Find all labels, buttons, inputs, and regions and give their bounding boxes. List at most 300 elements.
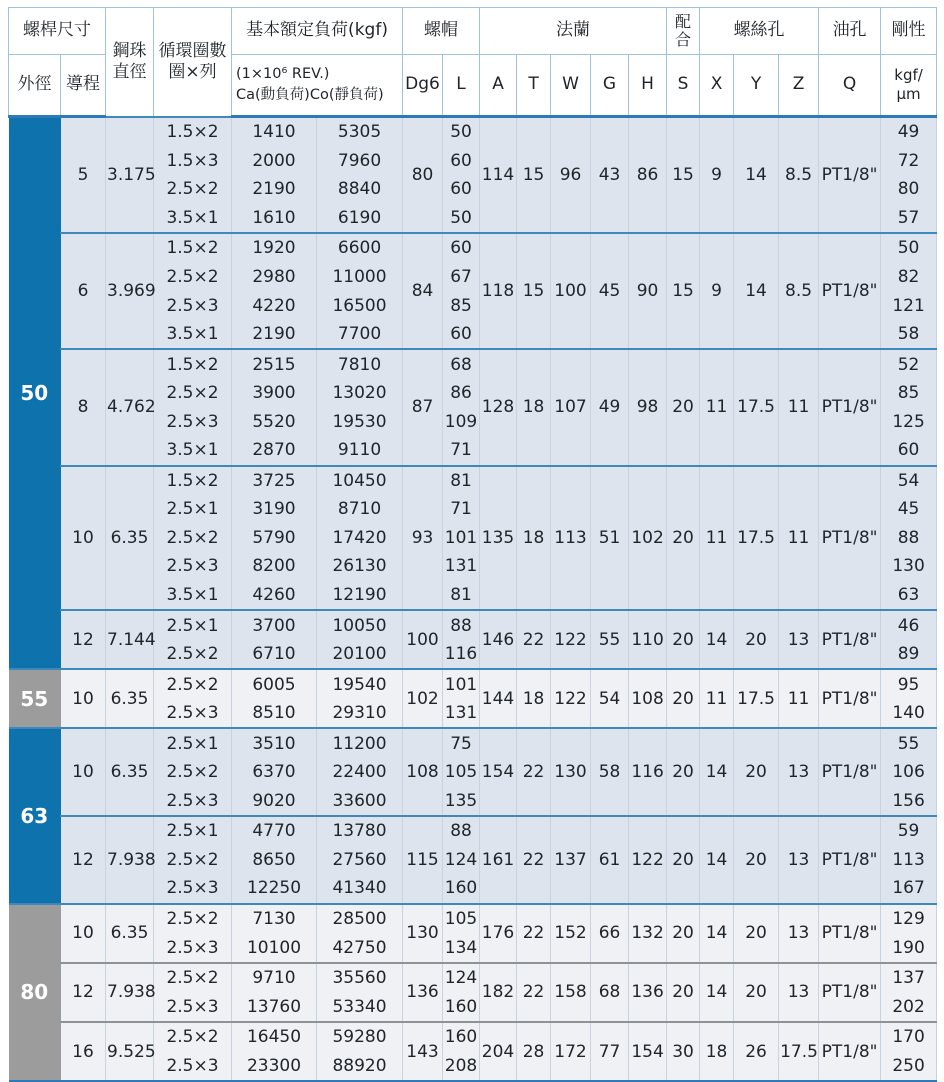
cell-co-load: 11200 xyxy=(317,728,403,758)
cell-co-load: 88920 xyxy=(317,1052,403,1082)
cell-dg6: 136 xyxy=(403,963,443,1022)
cell-rigidity: 121 xyxy=(881,291,937,320)
cell-hole-z: 13 xyxy=(779,904,819,963)
cell-ca-load: 1920 xyxy=(232,233,317,263)
cell-flange-w: 158 xyxy=(551,963,591,1022)
cell-ball-diameter: 6.35 xyxy=(106,904,154,963)
cell-flange-g: 49 xyxy=(591,349,629,465)
cell-co-load: 5305 xyxy=(317,117,403,147)
cell-flange-h: 98 xyxy=(629,349,667,465)
cell-ca-load: 8200 xyxy=(232,552,317,581)
cell-rigidity: 85 xyxy=(881,379,937,408)
cell-dg6: 143 xyxy=(403,1022,443,1081)
header-rigidity-unit: kgf/ μm xyxy=(881,55,937,117)
header-hole-y: Y xyxy=(734,55,779,117)
cell-flange-t: 15 xyxy=(517,117,551,234)
cell-hole-x: 18 xyxy=(700,1022,734,1081)
cell-flange-g: 61 xyxy=(591,816,629,904)
cell-ca-load: 6710 xyxy=(232,640,317,670)
cell-flange-w: 152 xyxy=(551,904,591,963)
cell-co-load: 8840 xyxy=(317,175,403,204)
cell-fit-s: 20 xyxy=(667,816,700,904)
cell-flange-w: 113 xyxy=(551,466,591,611)
cell-l: 116 xyxy=(443,640,480,670)
table-row xyxy=(9,117,937,147)
header-flange-a: A xyxy=(480,55,517,117)
cell-ball-diameter: 6.35 xyxy=(106,728,154,816)
cell-oil-q: PT1/8" xyxy=(819,466,881,611)
cell-l: 60 xyxy=(443,320,480,350)
cell-oil-q: PT1/8" xyxy=(819,904,881,963)
cell-circuit: 2.5×2 xyxy=(154,640,232,670)
cell-hole-x: 9 xyxy=(700,117,734,234)
header-flange-t: T xyxy=(517,55,551,117)
table-row xyxy=(9,466,937,496)
cell-circuit: 1.5×2 xyxy=(154,233,232,263)
table-row xyxy=(9,610,937,640)
cell-l: 124 xyxy=(443,846,480,875)
cell-lead: 10 xyxy=(61,669,106,728)
cell-flange-t: 22 xyxy=(517,963,551,1022)
cell-flange-a: 118 xyxy=(480,233,517,349)
cell-rigidity: 125 xyxy=(881,407,937,436)
cell-circuit: 1.5×3 xyxy=(154,147,232,176)
cell-flange-a: 128 xyxy=(480,349,517,465)
cell-dg6: 84 xyxy=(403,233,443,349)
cell-ca-load: 9710 xyxy=(232,963,317,993)
cell-rigidity: 63 xyxy=(881,581,937,611)
cell-rigidity: 170 xyxy=(881,1022,937,1052)
cell-ca-load: 1610 xyxy=(232,204,317,234)
cell-l: 135 xyxy=(443,787,480,817)
cell-ca-load: 3900 xyxy=(232,379,317,408)
cell-circuit: 2.5×2 xyxy=(154,904,232,934)
cell-rigidity: 156 xyxy=(881,787,937,817)
cell-dg6: 108 xyxy=(403,728,443,816)
cell-l: 68 xyxy=(443,349,480,379)
header-hole-x: X xyxy=(700,55,734,117)
cell-oil-q: PT1/8" xyxy=(819,963,881,1022)
cell-rigidity: 250 xyxy=(881,1052,937,1082)
cell-flange-h: 154 xyxy=(629,1022,667,1081)
cell-hole-z: 17.5 xyxy=(779,1022,819,1081)
cell-oil-q: PT1/8" xyxy=(819,669,881,728)
cell-l: 60 xyxy=(443,233,480,263)
cell-ca-load: 5520 xyxy=(232,407,317,436)
header-dg6: Dg6 xyxy=(403,55,443,117)
cell-ca-load: 9020 xyxy=(232,787,317,817)
cell-circuit: 2.5×1 xyxy=(154,610,232,640)
header-screw-size: 螺桿尺寸 xyxy=(9,8,106,55)
spec-table xyxy=(8,7,937,1082)
cell-l: 75 xyxy=(443,728,480,758)
cell-circuit: 2.5×2 xyxy=(154,524,232,553)
cell-rigidity: 54 xyxy=(881,466,937,496)
header-ball-diameter: 鋼珠 直徑 xyxy=(106,8,154,117)
cell-l: 81 xyxy=(443,466,480,496)
cell-rigidity: 57 xyxy=(881,204,937,234)
cell-hole-x: 9 xyxy=(700,233,734,349)
cell-flange-t: 18 xyxy=(517,349,551,465)
cell-flange-t: 15 xyxy=(517,233,551,349)
cell-rigidity: 95 xyxy=(881,669,937,699)
cell-fit-s: 15 xyxy=(667,117,700,234)
cell-flange-a: 144 xyxy=(480,669,517,728)
cell-hole-x: 11 xyxy=(700,669,734,728)
cell-lead: 5 xyxy=(61,117,106,234)
cell-lead: 8 xyxy=(61,349,106,465)
cell-l: 160 xyxy=(443,992,480,1022)
cell-co-load: 17420 xyxy=(317,524,403,553)
cell-dg6: 100 xyxy=(403,610,443,669)
cell-ball-diameter: 7.938 xyxy=(106,816,154,904)
cell-circuit: 2.5×3 xyxy=(154,407,232,436)
cell-ball-diameter: 6.35 xyxy=(106,669,154,728)
cell-dg6: 93 xyxy=(403,466,443,611)
cell-l: 131 xyxy=(443,699,480,729)
table-row xyxy=(9,816,937,846)
cell-flange-g: 43 xyxy=(591,117,629,234)
cell-co-load: 20100 xyxy=(317,640,403,670)
cell-l: 88 xyxy=(443,816,480,846)
cell-l: 109 xyxy=(443,407,480,436)
cell-lead: 16 xyxy=(61,1022,106,1081)
cell-ball-diameter: 6.35 xyxy=(106,466,154,611)
cell-hole-y: 20 xyxy=(734,904,779,963)
cell-rigidity: 106 xyxy=(881,758,937,787)
cell-lead: 10 xyxy=(61,904,106,963)
cell-fit-s: 20 xyxy=(667,466,700,611)
cell-co-load: 28500 xyxy=(317,904,403,934)
cell-dg6: 115 xyxy=(403,816,443,904)
cell-l: 101 xyxy=(443,669,480,699)
cell-ca-load: 3725 xyxy=(232,466,317,496)
cell-co-load: 35560 xyxy=(317,963,403,993)
cell-co-load: 19530 xyxy=(317,407,403,436)
cell-rigidity: 50 xyxy=(881,233,937,263)
cell-fit-s: 20 xyxy=(667,904,700,963)
header-nut: 螺帽 xyxy=(403,8,480,55)
cell-co-load: 8710 xyxy=(317,495,403,524)
cell-circuit: 3.5×1 xyxy=(154,436,232,466)
cell-circuit: 2.5×2 xyxy=(154,846,232,875)
cell-co-load: 10050 xyxy=(317,610,403,640)
cell-oil-q: PT1/8" xyxy=(819,117,881,234)
cell-hole-z: 13 xyxy=(779,963,819,1022)
cell-ca-load: 3700 xyxy=(232,610,317,640)
cell-ca-load: 7130 xyxy=(232,904,317,934)
cell-ca-load: 2980 xyxy=(232,263,317,292)
cell-ball-diameter: 3.175 xyxy=(106,117,154,234)
cell-circuit: 3.5×1 xyxy=(154,320,232,350)
cell-ca-load: 23300 xyxy=(232,1052,317,1082)
header-flange-w: W xyxy=(551,55,591,117)
cell-oil-q: PT1/8" xyxy=(819,233,881,349)
header-lead: 導程 xyxy=(61,55,106,117)
cell-hole-z: 13 xyxy=(779,816,819,904)
cell-fit-s: 15 xyxy=(667,233,700,349)
cell-l: 134 xyxy=(443,933,480,963)
cell-lead: 6 xyxy=(61,233,106,349)
cell-flange-a: 204 xyxy=(480,1022,517,1081)
cell-flange-t: 22 xyxy=(517,904,551,963)
cell-co-load: 7700 xyxy=(317,320,403,350)
cell-dg6: 87 xyxy=(403,349,443,465)
cell-co-load: 11000 xyxy=(317,263,403,292)
cell-ca-load: 3190 xyxy=(232,495,317,524)
cell-flange-h: 122 xyxy=(629,816,667,904)
cell-l: 81 xyxy=(443,581,480,611)
cell-hole-y: 14 xyxy=(734,233,779,349)
cell-circuit: 3.5×1 xyxy=(154,581,232,611)
cell-flange-w: 122 xyxy=(551,669,591,728)
cell-flange-h: 116 xyxy=(629,728,667,816)
table-row xyxy=(9,349,937,379)
header-flange-h: H xyxy=(629,55,667,117)
header-fit: 配 合 xyxy=(667,8,700,55)
cell-l: 105 xyxy=(443,904,480,934)
cell-hole-y: 20 xyxy=(734,816,779,904)
cell-rigidity: 45 xyxy=(881,495,937,524)
cell-rigidity: 140 xyxy=(881,699,937,729)
cell-co-load: 33600 xyxy=(317,787,403,817)
cell-hole-y: 20 xyxy=(734,610,779,669)
cell-l: 86 xyxy=(443,379,480,408)
section-outer-dia: 80 xyxy=(9,904,61,1081)
table-header xyxy=(9,8,937,117)
cell-circuit: 1.5×2 xyxy=(154,466,232,496)
cell-ca-load: 13760 xyxy=(232,992,317,1022)
cell-rigidity: 202 xyxy=(881,992,937,1022)
cell-oil-q: PT1/8" xyxy=(819,816,881,904)
cell-flange-w: 172 xyxy=(551,1022,591,1081)
cell-co-load: 12190 xyxy=(317,581,403,611)
header-flange: 法蘭 xyxy=(480,8,667,55)
cell-oil-q: PT1/8" xyxy=(819,1022,881,1081)
cell-flange-w: 122 xyxy=(551,610,591,669)
cell-hole-y: 20 xyxy=(734,963,779,1022)
cell-ca-load: 2190 xyxy=(232,320,317,350)
cell-flange-h: 90 xyxy=(629,233,667,349)
cell-flange-g: 68 xyxy=(591,963,629,1022)
cell-flange-t: 18 xyxy=(517,466,551,611)
cell-circuit: 3.5×1 xyxy=(154,204,232,234)
cell-ball-diameter: 9.525 xyxy=(106,1022,154,1081)
cell-rigidity: 46 xyxy=(881,610,937,640)
cell-circuit: 2.5×2 xyxy=(154,758,232,787)
cell-co-load: 13780 xyxy=(317,816,403,846)
cell-rigidity: 89 xyxy=(881,640,937,670)
cell-fit-s: 30 xyxy=(667,1022,700,1081)
cell-flange-a: 176 xyxy=(480,904,517,963)
cell-fit-s: 20 xyxy=(667,963,700,1022)
cell-ca-load: 12250 xyxy=(232,874,317,904)
cell-hole-x: 14 xyxy=(700,816,734,904)
cell-flange-h: 86 xyxy=(629,117,667,234)
cell-ca-load: 2190 xyxy=(232,175,317,204)
cell-co-load: 27560 xyxy=(317,846,403,875)
table-row xyxy=(9,904,937,934)
cell-hole-x: 14 xyxy=(700,728,734,816)
cell-rigidity: 59 xyxy=(881,816,937,846)
cell-rigidity: 60 xyxy=(881,436,937,466)
header-oil-hole: 油孔 xyxy=(819,8,881,55)
cell-hole-y: 17.5 xyxy=(734,669,779,728)
cell-rigidity: 55 xyxy=(881,728,937,758)
cell-flange-t: 18 xyxy=(517,669,551,728)
cell-ca-load: 4220 xyxy=(232,291,317,320)
header-rigidity: 剛性 xyxy=(881,8,937,55)
cell-rigidity: 190 xyxy=(881,933,937,963)
cell-fit-s: 20 xyxy=(667,669,700,728)
cell-hole-x: 14 xyxy=(700,610,734,669)
header-oil-q: Q xyxy=(819,55,881,117)
cell-co-load: 29310 xyxy=(317,699,403,729)
header-outer-dia: 外徑 xyxy=(9,55,61,117)
cell-co-load: 10450 xyxy=(317,466,403,496)
cell-flange-a: 161 xyxy=(480,816,517,904)
cell-circuit: 2.5×1 xyxy=(154,728,232,758)
cell-circuit: 2.5×2 xyxy=(154,175,232,204)
cell-ca-load: 2000 xyxy=(232,147,317,176)
cell-flange-h: 132 xyxy=(629,904,667,963)
cell-hole-y: 20 xyxy=(734,728,779,816)
cell-fit-s: 20 xyxy=(667,610,700,669)
cell-l: 101 xyxy=(443,524,480,553)
cell-flange-a: 182 xyxy=(480,963,517,1022)
cell-l: 208 xyxy=(443,1052,480,1082)
cell-circuit: 2.5×2 xyxy=(154,379,232,408)
cell-circuit: 2.5×2 xyxy=(154,669,232,699)
cell-lead: 10 xyxy=(61,466,106,611)
table-row xyxy=(9,963,937,993)
cell-rigidity: 130 xyxy=(881,552,937,581)
cell-circuit: 2.5×3 xyxy=(154,1052,232,1082)
cell-l: 67 xyxy=(443,263,480,292)
cell-flange-w: 100 xyxy=(551,233,591,349)
cell-circuit: 2.5×3 xyxy=(154,933,232,963)
cell-hole-x: 11 xyxy=(700,466,734,611)
cell-hole-z: 8.5 xyxy=(779,117,819,234)
header-screw-holes: 螺絲孔 xyxy=(700,8,819,55)
cell-ca-load: 2515 xyxy=(232,349,317,379)
cell-l: 60 xyxy=(443,147,480,176)
cell-co-load: 7810 xyxy=(317,349,403,379)
cell-lead: 12 xyxy=(61,816,106,904)
cell-rigidity: 137 xyxy=(881,963,937,993)
table-body xyxy=(9,117,937,1082)
cell-rigidity: 72 xyxy=(881,147,937,176)
cell-co-load: 41340 xyxy=(317,874,403,904)
section-outer-dia: 55 xyxy=(9,669,61,728)
header-load-subtitle: (1×10⁶ REV.) Ca(動負荷)Co(靜負荷) xyxy=(232,55,403,117)
cell-co-load: 19540 xyxy=(317,669,403,699)
cell-flange-w: 107 xyxy=(551,349,591,465)
cell-circuit: 2.5×2 xyxy=(154,263,232,292)
cell-l: 85 xyxy=(443,291,480,320)
cell-flange-g: 54 xyxy=(591,669,629,728)
cell-hole-z: 11 xyxy=(779,669,819,728)
cell-rigidity: 129 xyxy=(881,904,937,934)
cell-hole-z: 11 xyxy=(779,349,819,465)
cell-dg6: 80 xyxy=(403,117,443,234)
cell-circuit: 1.5×2 xyxy=(154,117,232,147)
cell-hole-y: 17.5 xyxy=(734,349,779,465)
cell-co-load: 53340 xyxy=(317,992,403,1022)
cell-co-load: 13020 xyxy=(317,379,403,408)
cell-dg6: 130 xyxy=(403,904,443,963)
table-row xyxy=(9,233,937,263)
cell-hole-z: 8.5 xyxy=(779,233,819,349)
cell-flange-g: 66 xyxy=(591,904,629,963)
header-hole-z: Z xyxy=(779,55,819,117)
cell-ca-load: 3510 xyxy=(232,728,317,758)
section-outer-dia: 50 xyxy=(9,117,61,670)
cell-l: 71 xyxy=(443,495,480,524)
section-outer-dia: 63 xyxy=(9,728,61,903)
cell-co-load: 42750 xyxy=(317,933,403,963)
cell-co-load: 59280 xyxy=(317,1022,403,1052)
cell-hole-y: 26 xyxy=(734,1022,779,1081)
cell-flange-h: 108 xyxy=(629,669,667,728)
cell-ca-load: 16450 xyxy=(232,1022,317,1052)
cell-flange-a: 154 xyxy=(480,728,517,816)
cell-hole-z: 13 xyxy=(779,610,819,669)
cell-circuit: 2.5×1 xyxy=(154,495,232,524)
cell-rigidity: 49 xyxy=(881,117,937,147)
cell-ca-load: 4770 xyxy=(232,816,317,846)
header-l: L xyxy=(443,55,480,117)
cell-hole-x: 11 xyxy=(700,349,734,465)
cell-oil-q: PT1/8" xyxy=(819,610,881,669)
cell-flange-a: 114 xyxy=(480,117,517,234)
cell-rigidity: 80 xyxy=(881,175,937,204)
cell-ball-diameter: 3.969 xyxy=(106,233,154,349)
cell-ca-load: 6370 xyxy=(232,758,317,787)
cell-l: 124 xyxy=(443,963,480,993)
cell-ball-diameter: 7.938 xyxy=(106,963,154,1022)
cell-flange-g: 51 xyxy=(591,466,629,611)
cell-flange-a: 135 xyxy=(480,466,517,611)
header-circuits: 循環圈數 圈×列 xyxy=(154,8,232,117)
cell-co-load: 6600 xyxy=(317,233,403,263)
cell-flange-w: 130 xyxy=(551,728,591,816)
cell-co-load: 9110 xyxy=(317,436,403,466)
cell-circuit: 2.5×3 xyxy=(154,552,232,581)
cell-circuit: 1.5×2 xyxy=(154,349,232,379)
cell-flange-h: 110 xyxy=(629,610,667,669)
cell-hole-x: 14 xyxy=(700,904,734,963)
cell-dg6: 102 xyxy=(403,669,443,728)
table-row xyxy=(9,669,937,699)
cell-flange-t: 22 xyxy=(517,728,551,816)
cell-rigidity: 52 xyxy=(881,349,937,379)
cell-flange-g: 58 xyxy=(591,728,629,816)
cell-hole-y: 17.5 xyxy=(734,466,779,611)
cell-hole-x: 14 xyxy=(700,963,734,1022)
cell-l: 105 xyxy=(443,758,480,787)
cell-co-load: 6190 xyxy=(317,204,403,234)
cell-circuit: 2.5×1 xyxy=(154,816,232,846)
header-basic-load: 基本額定負荷(kgf) xyxy=(232,8,403,55)
cell-ca-load: 1410 xyxy=(232,117,317,147)
cell-oil-q: PT1/8" xyxy=(819,728,881,816)
cell-flange-h: 102 xyxy=(629,466,667,611)
cell-lead: 12 xyxy=(61,610,106,669)
cell-ca-load: 10100 xyxy=(232,933,317,963)
cell-circuit: 2.5×3 xyxy=(154,874,232,904)
cell-circuit: 2.5×3 xyxy=(154,787,232,817)
